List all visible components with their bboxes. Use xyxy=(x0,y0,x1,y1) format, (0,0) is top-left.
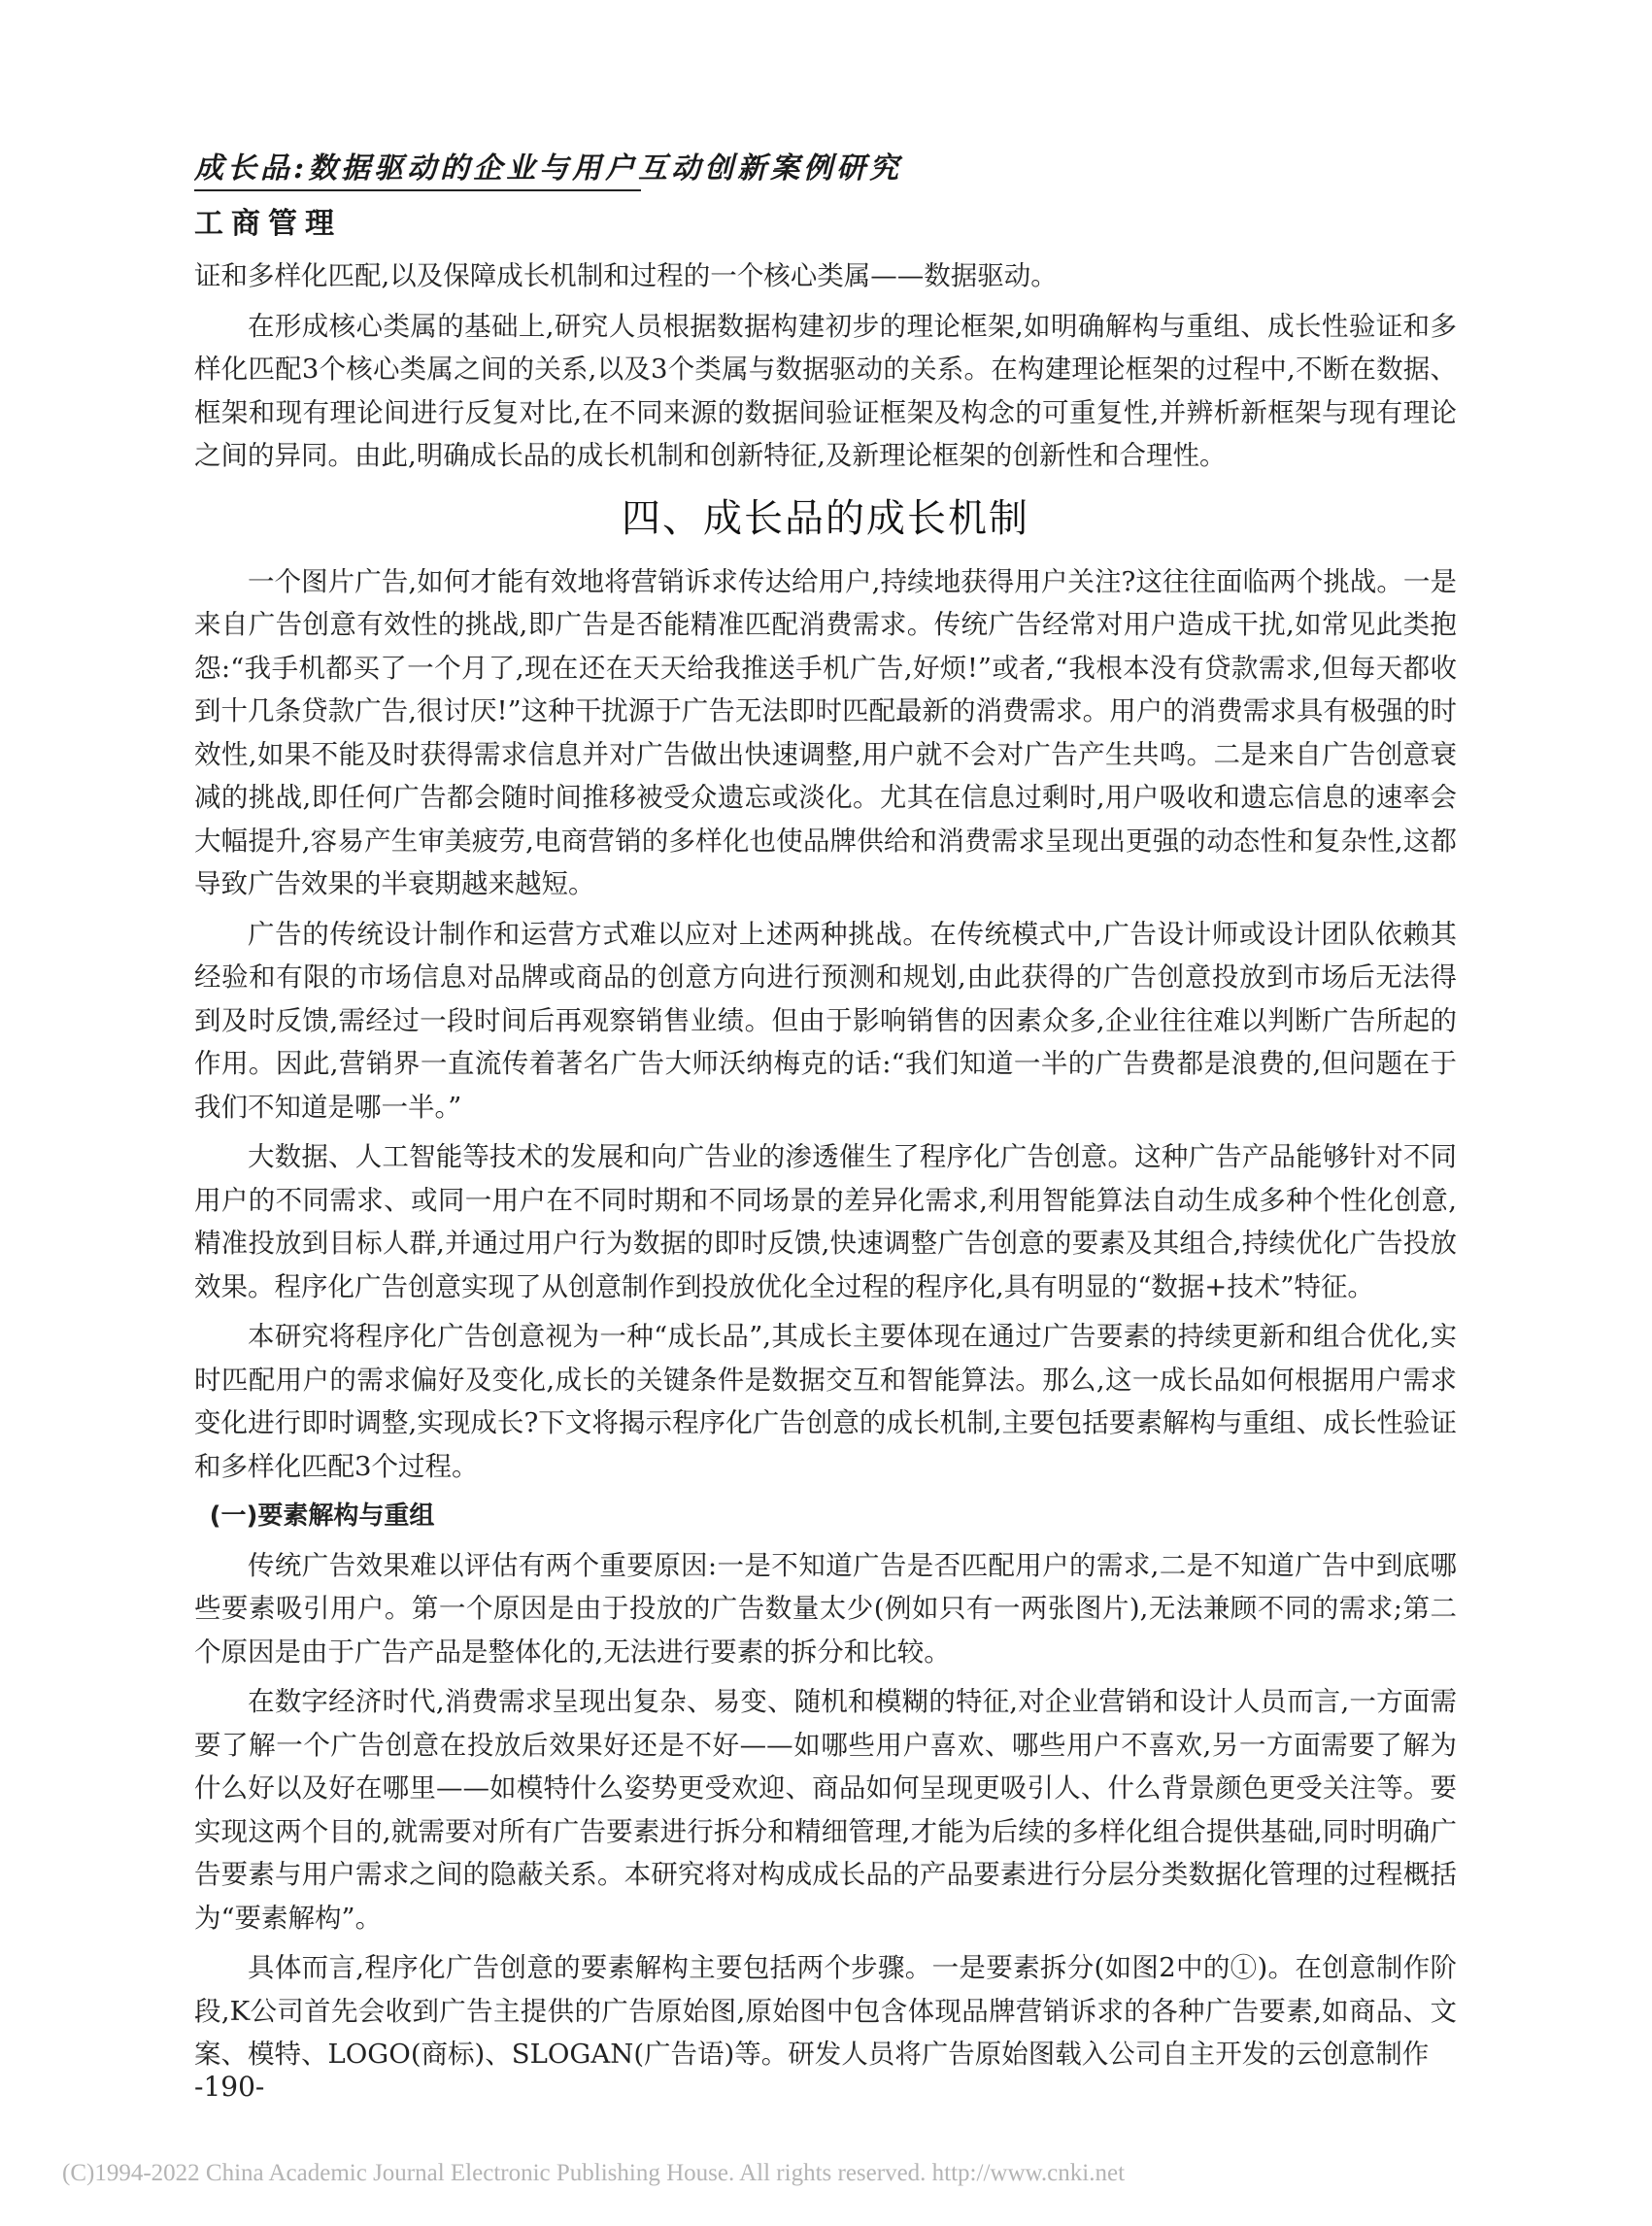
article-body xyxy=(194,254,1457,2083)
section-label: 工商管理 xyxy=(194,207,342,241)
paragraph: 传统广告效果难以评估有两个重要原因:一是不知道广告是否匹配用户的需求,二是不知道广告中到底哪些要素吸引用户。第一个原因是由于投放的广告数量太少(例如只有一两张图片),无法兼顾不同的需求;第二个原因是由于广告产品是整体化的,无法进行要素的拆分和比较。 xyxy=(194,1549,1457,1668)
page-number: -190- xyxy=(194,2071,265,2103)
paragraph: 具体而言,程序化广告创意的要素解构主要包括两个步骤。一是要素拆分(如图2中的①)。在创意制作阶段,K公司首先会收到广告主提供的广告原始图,原始图中包含体现品牌营销诉求的各种广告要素,如商品、文案、模特、LOGO(商标)、SLOGAN(广告语)等。研发人员将广告原始图载入公司自主开发的云创意制作 xyxy=(194,1952,1457,2070)
paragraph: 在数字经济时代,消费需求呈现出复杂、易变、随机和模糊的特征,对企业营销和设计人员而言,一方面需要了解一个广告创意在投放后效果好还是不好——如哪些用户喜欢、哪些用户不喜欢,另一方面需要了解为什么好以及好在哪里——如模特什么姿势更受欢迎、商品如何呈现更吸引人、什么背景颜色更受关注等。要实现这两个目的,就需要对所有广告要素进行拆分和精细管理,才能为后续的多样化组合提供基础,同时明确广告要素与用户需求之间的隐蔽关系。本研究将对构成成长品的产品要素进行分层分类数据化管理的过程概括为“要素解构”。 xyxy=(194,1686,1457,1934)
subsection-heading: (一)要素解构与重组 xyxy=(209,1501,435,1531)
paragraph: 本研究将程序化广告创意视为一种“成长品”,其成长主要体现在通过广告要素的持续更新和组合优化,实时匹配用户的需求偏好及变化,成长的关键条件是数据交互和智能算法。那么,这一成长品如何根据用户需求变化进行即时调整,实现成长?下文将揭示程序化广告创意的成长机制,主要包括要素解构与重组、成长性验证和多样化匹配3个过程。 xyxy=(194,1321,1457,1482)
paragraph: 在形成核心类属的基础上,研究人员根据数据构建初步的理论框架,如明确解构与重组、成长性验证和多样化匹配3个核心类属之间的关系,以及3个类属与数据驱动的关系。在构建理论框架的过程中,不断在数据、框架和现有理论间进行反复对比,在不同来源的数据间验证框架及构念的可重复性,并辨析新框架与现有理论之间的异同。由此,明确成长品的成长机制和创新特征,及新理论框架的创新性和合理性。 xyxy=(194,310,1457,471)
paragraph: 证和多样化匹配,以及保障成长机制和过程的一个核心类属——数据驱动。 xyxy=(194,260,1058,291)
paragraph: 一个图片广告,如何才能有效地将营销诉求传达给用户,持续地获得用户关注?这往往面临两个挑战。一是来自广告创意有效性的挑战,即广告是否能精准匹配消费需求。传统广告经常对用户造成干扰,如常见此类抱怨:“我手机都买了一个月了,现在还在天天给我推送手机广告,好烦!”或者,“我根本没有贷款需求,但每天都收到十几条贷款广告,很讨厌!”这种干扰源于广告无法即时匹配最新的消费需求。用户的消费需求具有极强的时效性,如果不能及时获得需求信息并对广告做出快速调整,用户就不会对广告产生共鸣。二是来自广告创意衰减的挑战,即任何广告都会随时间推移被受众遗忘或淡化。尤其在信息过剩时,用户吸收和遗忘信息的速率会大幅提升,容易产生审美疲劳,电商营销的多样化也使品牌供给和消费需求呈现出更强的动态性和复杂性,这都导致广告效果的半衰期越来越短。 xyxy=(194,565,1457,899)
running-title: 成长品:数据驱动的企业与用户互动创新案例研究 xyxy=(194,152,903,186)
header-rule xyxy=(194,189,641,191)
chapter-heading: 四、成长品的成长机制 xyxy=(622,495,1029,541)
paragraph: 广告的传统设计制作和运营方式难以应对上述两种挑战。在传统模式中,广告设计师或设计团队依赖其经验和有限的市场信息对品牌或商品的创意方向进行预测和规划,由此获得的广告创意投放到市场后无法得到及时反馈,需经过一段时间后再观察销售业绩。但由于影响销售的因素众多,企业往往难以判断广告所起的作用。因此,营销界一直流传着著名广告大师沃纳梅克的话:“我们知道一半的广告费都是浪费的,但问题在于我们不知道是哪一半。” xyxy=(194,918,1457,1123)
copyright-notice: (C)1994-2022 China Academic Journal Electronic Publishing House. All rights reserved. http://www.cnki.net xyxy=(62,2160,1126,2186)
paragraph: 大数据、人工智能等技术的发展和向广告业的渗透催生了程序化广告创意。这种广告产品能够针对不同用户的不同需求、或同一用户在不同时期和不同场景的差异化需求,利用智能算法自动生成多种个性化创意,精准投放到目标人群,并通过用户行为数据的即时反馈,快速调整广告创意的要素及其组合,持续优化广告投放效果。程序化广告创意实现了从创意制作到投放优化全过程的程序化,具有明显的“数据+技术”特征。 xyxy=(194,1141,1457,1302)
